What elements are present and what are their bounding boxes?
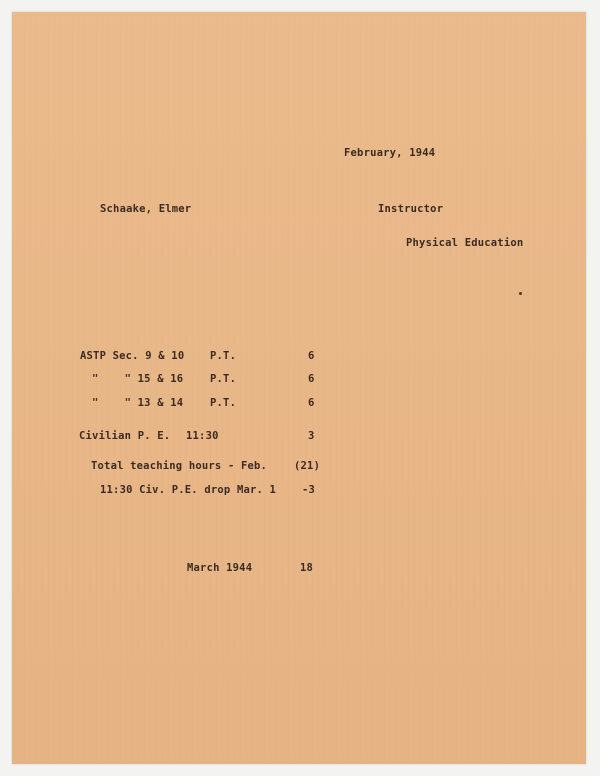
course-name: " " 13 & 14 (92, 397, 184, 409)
document-page (12, 12, 586, 764)
march-value: 18 (300, 562, 314, 574)
document-date: February, 1944 (344, 147, 436, 159)
course-hours: 6 (308, 373, 315, 385)
drop-label: 11:30 Civ. P.E. drop Mar. 1 (100, 484, 277, 496)
course-hours: 6 (308, 350, 315, 362)
employee-title: Instructor (378, 203, 444, 215)
paper-speck (519, 292, 522, 295)
course-type: P.T. (210, 397, 237, 409)
civilian-hours: 3 (308, 430, 315, 442)
course-name: ASTP Sec. 9 & 10 (80, 350, 185, 362)
course-name: " " 15 & 16 (92, 373, 184, 385)
total-value: (21) (294, 460, 321, 472)
civilian-course: Civilian P. E. (79, 430, 171, 442)
department: Physical Education (406, 237, 524, 249)
march-label: March 1944 (187, 562, 253, 574)
employee-name: Schaake, Elmer (100, 203, 192, 215)
drop-value: -3 (302, 484, 316, 496)
course-type: P.T. (210, 373, 237, 385)
course-type: P.T. (210, 350, 237, 362)
course-hours: 6 (308, 397, 315, 409)
civilian-time: 11:30 (186, 430, 219, 442)
total-label: Total teaching hours - Feb. (91, 460, 268, 472)
